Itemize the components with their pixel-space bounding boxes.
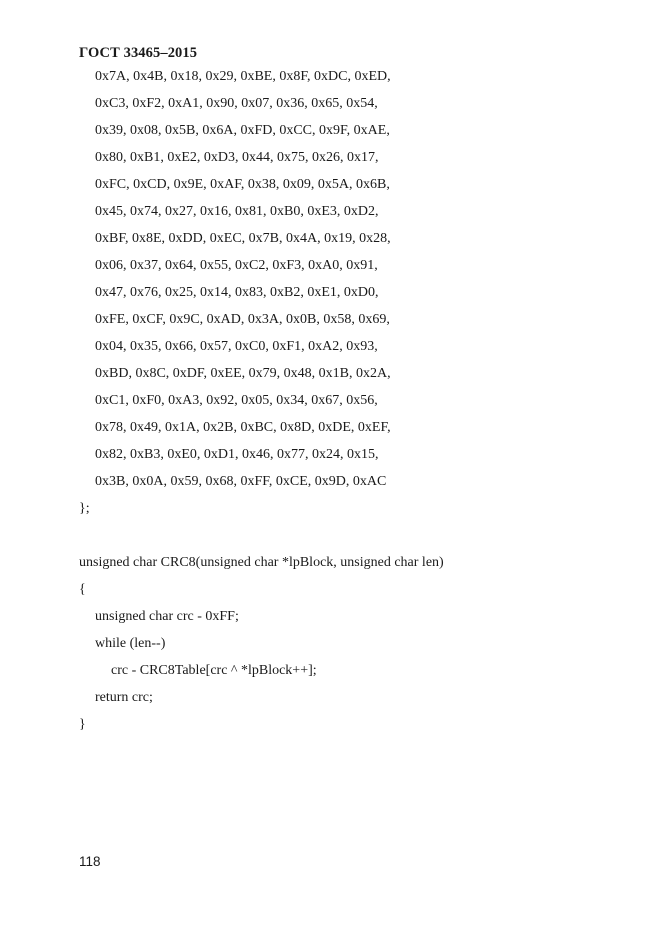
document-header: ГОСТ 33465–2015 xyxy=(79,45,198,61)
function-return: return crc; xyxy=(95,690,153,705)
function-close-brace: } xyxy=(79,717,86,732)
code-listing xyxy=(79,67,639,742)
table-row: 0xFC, 0xCD, 0x9E, 0xAF, 0x38, 0x09, 0x5A, 0x6B, xyxy=(95,177,390,192)
table-row: 0x78, 0x49, 0x1A, 0x2B, 0xBC, 0x8D, 0xDE, 0xEF, xyxy=(95,420,391,435)
table-row: 0x39, 0x08, 0x5B, 0x6A, 0xFD, 0xCC, 0x9F, 0xAE, xyxy=(95,123,390,138)
function-open-brace: { xyxy=(79,582,86,597)
table-row: 0x82, 0xB3, 0xE0, 0xD1, 0x46, 0x77, 0x24, 0x15, xyxy=(95,447,379,462)
table-row: 0x47, 0x76, 0x25, 0x14, 0x83, 0xB2, 0xE1, 0xD0, xyxy=(95,285,379,300)
table-row: 0xBF, 0x8E, 0xDD, 0xEC, 0x7B, 0x4A, 0x19, 0x28, xyxy=(95,231,391,246)
table-row: 0xC3, 0xF2, 0xA1, 0x90, 0x07, 0x36, 0x65, 0x54, xyxy=(95,96,378,111)
table-row: 0xBD, 0x8C, 0xDF, 0xEE, 0x79, 0x48, 0x1B, 0x2A, xyxy=(95,366,391,381)
table-row: 0x7A, 0x4B, 0x18, 0x29, 0xBE, 0x8F, 0xDC, 0xED, xyxy=(95,69,391,84)
table-row: 0xFE, 0xCF, 0x9C, 0xAD, 0x3A, 0x0B, 0x58, 0x69, xyxy=(95,312,390,327)
table-row: 0xC1, 0xF0, 0xA3, 0x92, 0x05, 0x34, 0x67, 0x56, xyxy=(95,393,378,408)
function-loop-body: crc - CRC8Table[crc ^ *lpBlock++]; xyxy=(111,663,317,678)
table-closing: }; xyxy=(79,501,90,516)
function-loop: while (len--) xyxy=(95,636,166,651)
function-declaration: unsigned char crc - 0xFF; xyxy=(95,609,239,624)
page-number: 118 xyxy=(79,854,101,869)
table-row: 0x45, 0x74, 0x27, 0x16, 0x81, 0xB0, 0xE3, 0xD2, xyxy=(95,204,379,219)
function-signature: unsigned char CRC8(unsigned char *lpBlock, unsigned char len) xyxy=(79,555,444,570)
table-row: 0x04, 0x35, 0x66, 0x57, 0xC0, 0xF1, 0xA2, 0x93, xyxy=(95,339,378,354)
table-row: 0x80, 0xB1, 0xE2, 0xD3, 0x44, 0x75, 0x26, 0x17, xyxy=(95,150,379,165)
table-row: 0x3B, 0x0A, 0x59, 0x68, 0xFF, 0xCE, 0x9D, 0xAC xyxy=(95,474,387,489)
spacer xyxy=(79,526,639,553)
table-row: 0x06, 0x37, 0x64, 0x55, 0xC2, 0xF3, 0xA0, 0x91, xyxy=(95,258,378,273)
